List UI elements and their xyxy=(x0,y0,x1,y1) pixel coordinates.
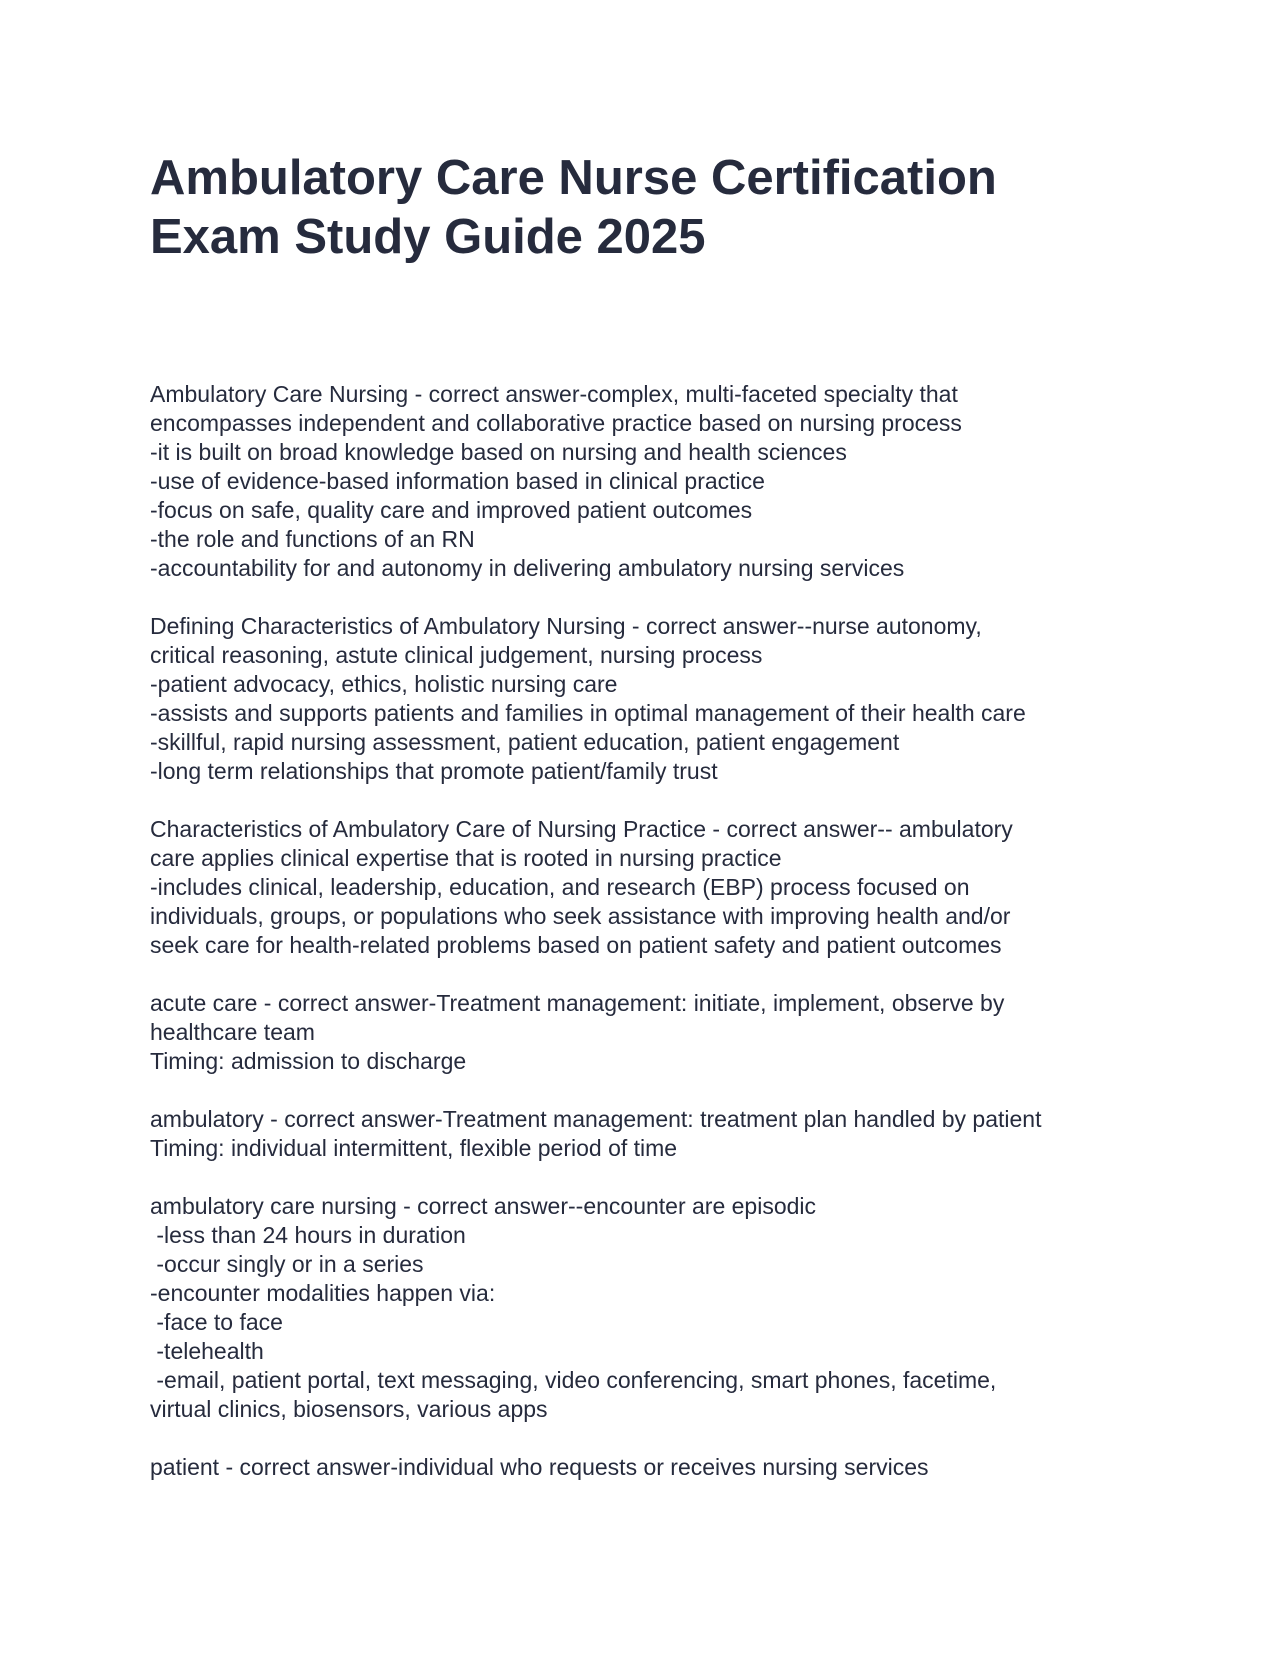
entry-line: healthcare team xyxy=(150,1019,315,1045)
entry-line: -long term relationships that promote patient/family trust xyxy=(150,758,718,784)
entry-line: -less than 24 hours in duration xyxy=(150,1222,466,1248)
entry-line: -telehealth xyxy=(150,1338,264,1364)
entry-line: critical reasoning, astute clinical judgement, nursing process xyxy=(150,642,763,668)
entry-line: Timing: admission to discharge xyxy=(150,1048,467,1074)
entry-line: seek care for health-related problems based on patient safety and patient outcomes xyxy=(150,932,1002,958)
entry-line: -email, patient portal, text messaging, video conferencing, smart phones, facetime, xyxy=(150,1367,997,1393)
entry-ambulatory-care-nursing-encounters xyxy=(150,1192,1150,1424)
page-title xyxy=(150,149,1150,267)
entry-line: -skillful, rapid nursing assessment, patient education, patient engagement xyxy=(150,729,900,755)
title-line: Ambulatory Care Nurse Certification xyxy=(150,151,997,205)
entry-line: -encounter modalities happen via: xyxy=(150,1280,496,1306)
entry-line: -use of evidence-based information based in clinical practice xyxy=(150,468,765,494)
entry-line: virtual clinics, biosensors, various apps xyxy=(150,1396,548,1422)
entry-ambulatory xyxy=(150,1105,1150,1163)
entry-line: -focus on safe, quality care and improved patient outcomes xyxy=(150,497,753,523)
entry-line: Ambulatory Care Nursing - correct answer-complex, multi-faceted specialty that xyxy=(150,381,958,407)
entry-line: -accountability for and autonomy in delivering ambulatory nursing services xyxy=(150,555,905,581)
title-line: Exam Study Guide 2025 xyxy=(150,210,706,264)
entry-line: ambulatory care nursing - correct answer--encounter are episodic xyxy=(150,1193,817,1219)
entry-line: Defining Characteristics of Ambulatory Nursing - correct answer--nurse autonomy, xyxy=(150,613,982,639)
entry-characteristics-practice xyxy=(150,815,1150,960)
entry-patient xyxy=(150,1453,1150,1482)
entry-line: acute care - correct answer-Treatment management: initiate, implement, observe by xyxy=(150,990,1005,1016)
entry-line: Characteristics of Ambulatory Care of Nursing Practice - correct answer-- ambulatory xyxy=(150,816,1013,842)
study-entries xyxy=(150,380,1150,1511)
entry-acute-care xyxy=(150,989,1150,1076)
entry-line: -includes clinical, leadership, education, and research (EBP) process focused on xyxy=(150,874,970,900)
entry-line: Timing: individual intermittent, flexible period of time xyxy=(150,1135,678,1161)
entry-line: -the role and functions of an RN xyxy=(150,526,475,552)
entry-line: individuals, groups, or populations who seek assistance with improving health and/or xyxy=(150,903,1011,929)
entry-line: patient - correct answer-individual who requests or receives nursing services xyxy=(150,1454,929,1480)
entry-line: encompasses independent and collaborative practice based on nursing process xyxy=(150,410,962,436)
entry-line: -it is built on broad knowledge based on nursing and health sciences xyxy=(150,439,847,465)
entry-line: -assists and supports patients and families in optimal management of their health care xyxy=(150,700,1026,726)
entry-line: -occur singly or in a series xyxy=(150,1251,424,1277)
entry-defining-characteristics xyxy=(150,612,1150,786)
entry-ambulatory-care-nursing xyxy=(150,380,1150,583)
entry-line: -face to face xyxy=(150,1309,283,1335)
entry-line: ambulatory - correct answer-Treatment management: treatment plan handled by patient xyxy=(150,1106,1042,1132)
entry-line: -patient advocacy, ethics, holistic nursing care xyxy=(150,671,618,697)
entry-line: care applies clinical expertise that is rooted in nursing practice xyxy=(150,845,782,871)
